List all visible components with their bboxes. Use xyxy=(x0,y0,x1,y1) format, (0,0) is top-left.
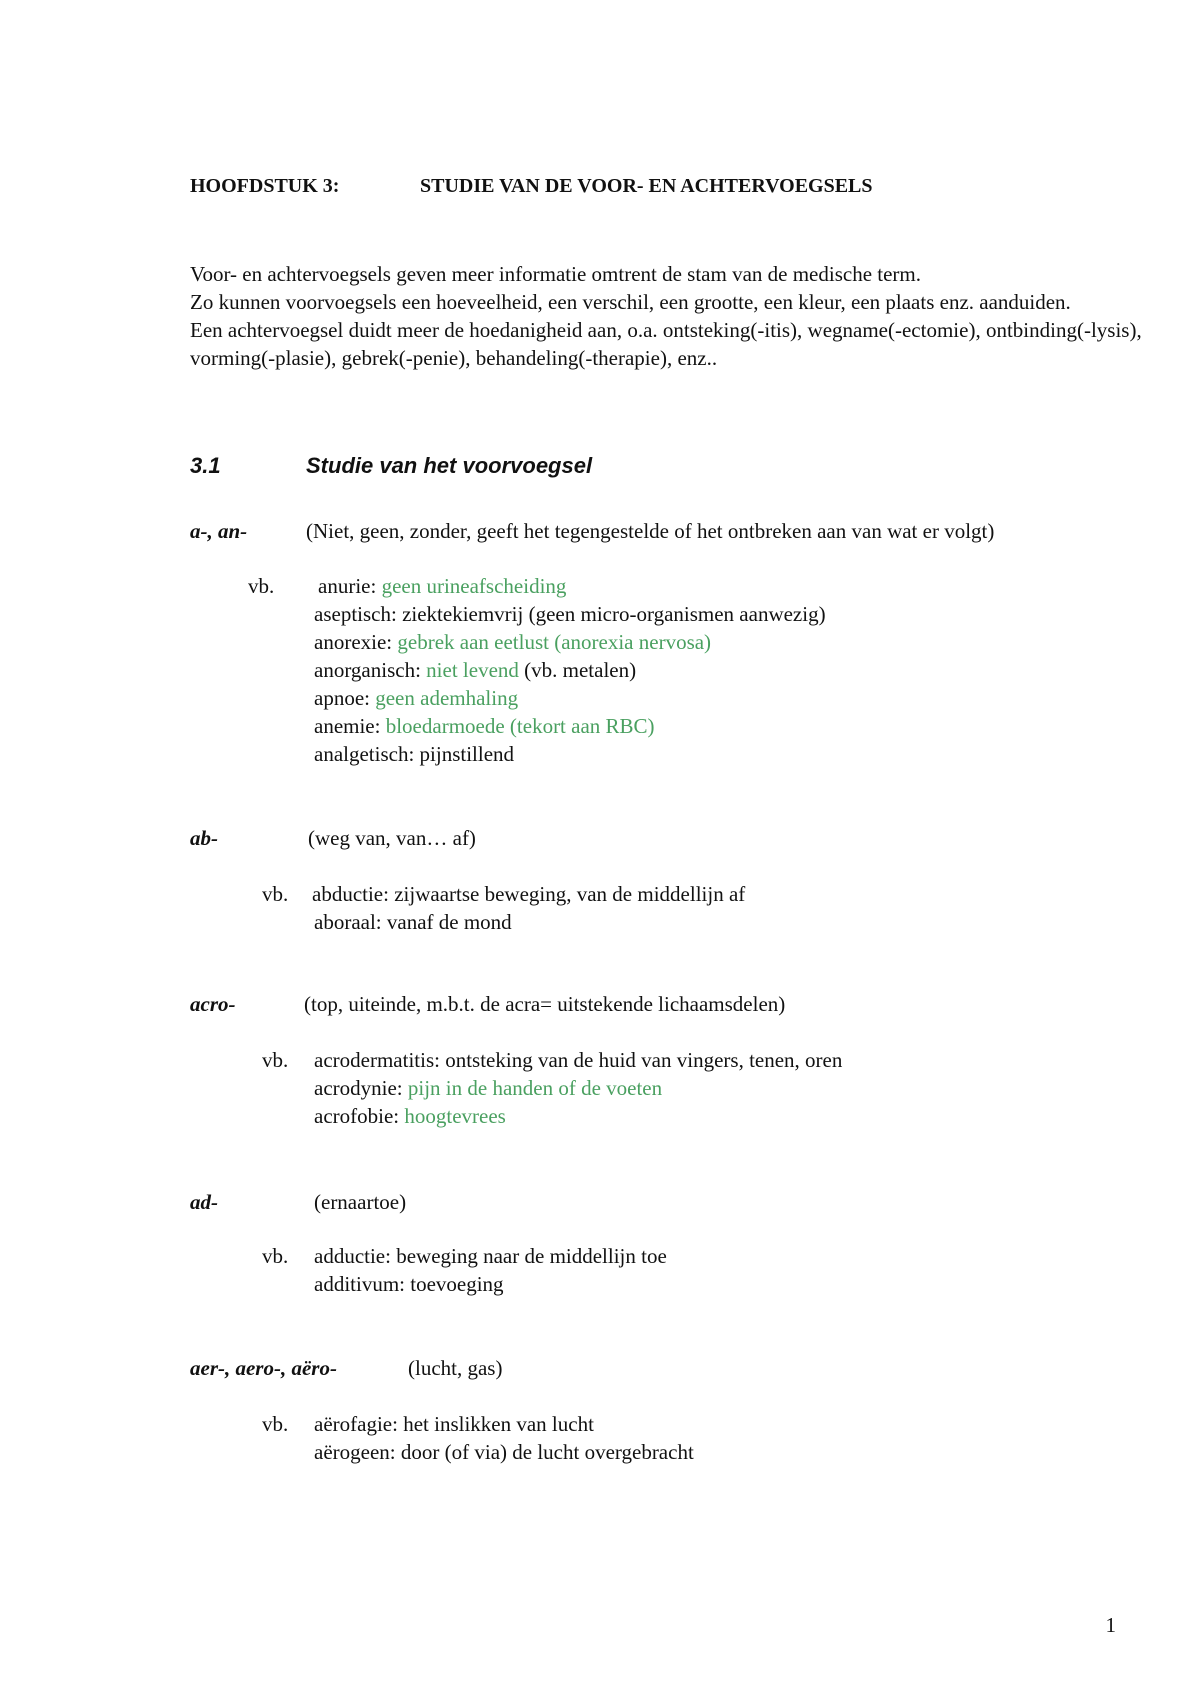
page-number: 1 xyxy=(1105,1613,1116,1637)
example-term: apnoe: xyxy=(314,686,376,710)
example-term: acrodermatitis: xyxy=(314,1048,446,1072)
example-line xyxy=(314,1074,662,1102)
example-term: acrodynie: xyxy=(314,1076,408,1100)
example-line xyxy=(314,1102,506,1130)
example-definition: pijnstillend xyxy=(419,742,515,766)
example-definition: pijn in de handen of de voeten xyxy=(407,1076,663,1100)
example-term: anemie: xyxy=(314,714,386,738)
example-term: abductie: xyxy=(312,882,395,906)
example-line xyxy=(314,1046,842,1074)
example-line xyxy=(314,656,636,684)
example-term: additivum: xyxy=(314,1272,411,1296)
example-definition: geen ademhaling xyxy=(375,686,519,710)
example-term: aërofagie: xyxy=(314,1412,404,1436)
vb-label: vb. xyxy=(262,1244,289,1268)
vb-label: vb. xyxy=(262,1412,289,1436)
prefix-label: a-, an- xyxy=(190,519,248,543)
intro-line-2: Zo kunnen voorvoegsels een hoeveelheid, een verschil, een grootte, een kleur, een plaats enz. aanduiden. xyxy=(190,290,1071,314)
vb-label: vb. xyxy=(248,574,275,598)
prefix-label: ab- xyxy=(190,826,218,850)
intro-line-1: Voor- en achtervoegsels geven meer informatie omtrent de stam van de medische term. xyxy=(190,262,922,286)
example-note: (vb. metalen) xyxy=(518,658,637,682)
section-number: 3.1 xyxy=(190,453,221,478)
prefix-label: ad- xyxy=(190,1190,218,1214)
vb-label: vb. xyxy=(262,882,289,906)
prefix-meaning: (weg van, van… af) xyxy=(308,826,476,850)
section-title: Studie van het voorvoegsel xyxy=(306,453,593,478)
chapter-number: HOOFDSTUK 3: xyxy=(190,175,340,197)
prefix-label: acro- xyxy=(190,992,236,1016)
example-line xyxy=(318,572,566,600)
prefix-meaning: (lucht, gas) xyxy=(408,1356,503,1380)
example-term: aërogeen: xyxy=(314,1440,401,1464)
example-definition: ziektekiemvrij (geen micro-organismen aanwezig) xyxy=(402,602,826,626)
example-line xyxy=(314,1270,504,1298)
example-definition: gebrek aan eetlust (anorexia nervosa) xyxy=(397,630,712,654)
example-line xyxy=(312,880,745,908)
vb-label: vb. xyxy=(262,1048,289,1072)
example-line xyxy=(314,600,826,628)
example-term: analgetisch: xyxy=(314,742,420,766)
example-term: adductie: xyxy=(314,1244,397,1268)
example-line xyxy=(314,740,514,768)
prefix-meaning: (Niet, geen, zonder, geeft het tegengestelde of het ontbreken aan van wat er volgt) xyxy=(306,519,995,543)
chapter-heading xyxy=(190,172,873,200)
intro-line-3: Een achtervoegsel duidt meer de hoedanigheid aan, o.a. ontsteking(-itis), wegname(-ectomie), ontbinding(-lysis), vorming(-plasie), gebrek(-penie), behandeling(-therapie), enz.. xyxy=(190,318,1142,370)
example-term: aseptisch: xyxy=(314,602,403,626)
example-line xyxy=(314,712,655,740)
example-term: acrofobie: xyxy=(314,1104,405,1128)
example-line xyxy=(314,684,518,712)
example-definition: niet levend xyxy=(426,658,519,682)
prefix-label: aer-, aero-, aëro- xyxy=(190,1356,337,1380)
example-term: aboraal: xyxy=(314,910,387,934)
example-definition: vanaf de mond xyxy=(386,910,512,934)
example-definition: ontsteking van de huid van vingers, tenen, oren xyxy=(445,1048,843,1072)
example-definition: beweging naar de middellijn toe xyxy=(396,1244,667,1268)
example-term: anurie: xyxy=(318,574,382,598)
prefix-meaning: (ernaartoe) xyxy=(314,1190,407,1214)
example-line xyxy=(314,628,711,656)
example-line xyxy=(314,1242,667,1270)
example-definition: bloedarmoede (tekort aan RBC) xyxy=(385,714,655,738)
example-definition: door (of via) de lucht overgebracht xyxy=(400,1440,694,1464)
example-definition: zijwaartse beweging, van de middellijn af xyxy=(394,882,746,906)
example-term: anorganisch: xyxy=(314,658,427,682)
example-definition: toevoeging xyxy=(410,1272,504,1296)
section-heading xyxy=(190,452,592,480)
example-line xyxy=(314,1410,594,1438)
prefix-meaning: (top, uiteinde, m.b.t. de acra= uitstekende lichaamsdelen) xyxy=(304,992,786,1016)
example-definition: hoogtevrees xyxy=(404,1104,506,1128)
example-term: anorexie: xyxy=(314,630,398,654)
chapter-title: STUDIE VAN DE VOOR- EN ACHTERVOEGSELS xyxy=(420,175,873,197)
example-line xyxy=(314,908,512,936)
example-definition: het inslikken van lucht xyxy=(403,1412,594,1436)
example-definition: geen urineafscheiding xyxy=(381,574,567,598)
intro-paragraph xyxy=(190,260,1150,372)
example-line xyxy=(314,1438,694,1466)
